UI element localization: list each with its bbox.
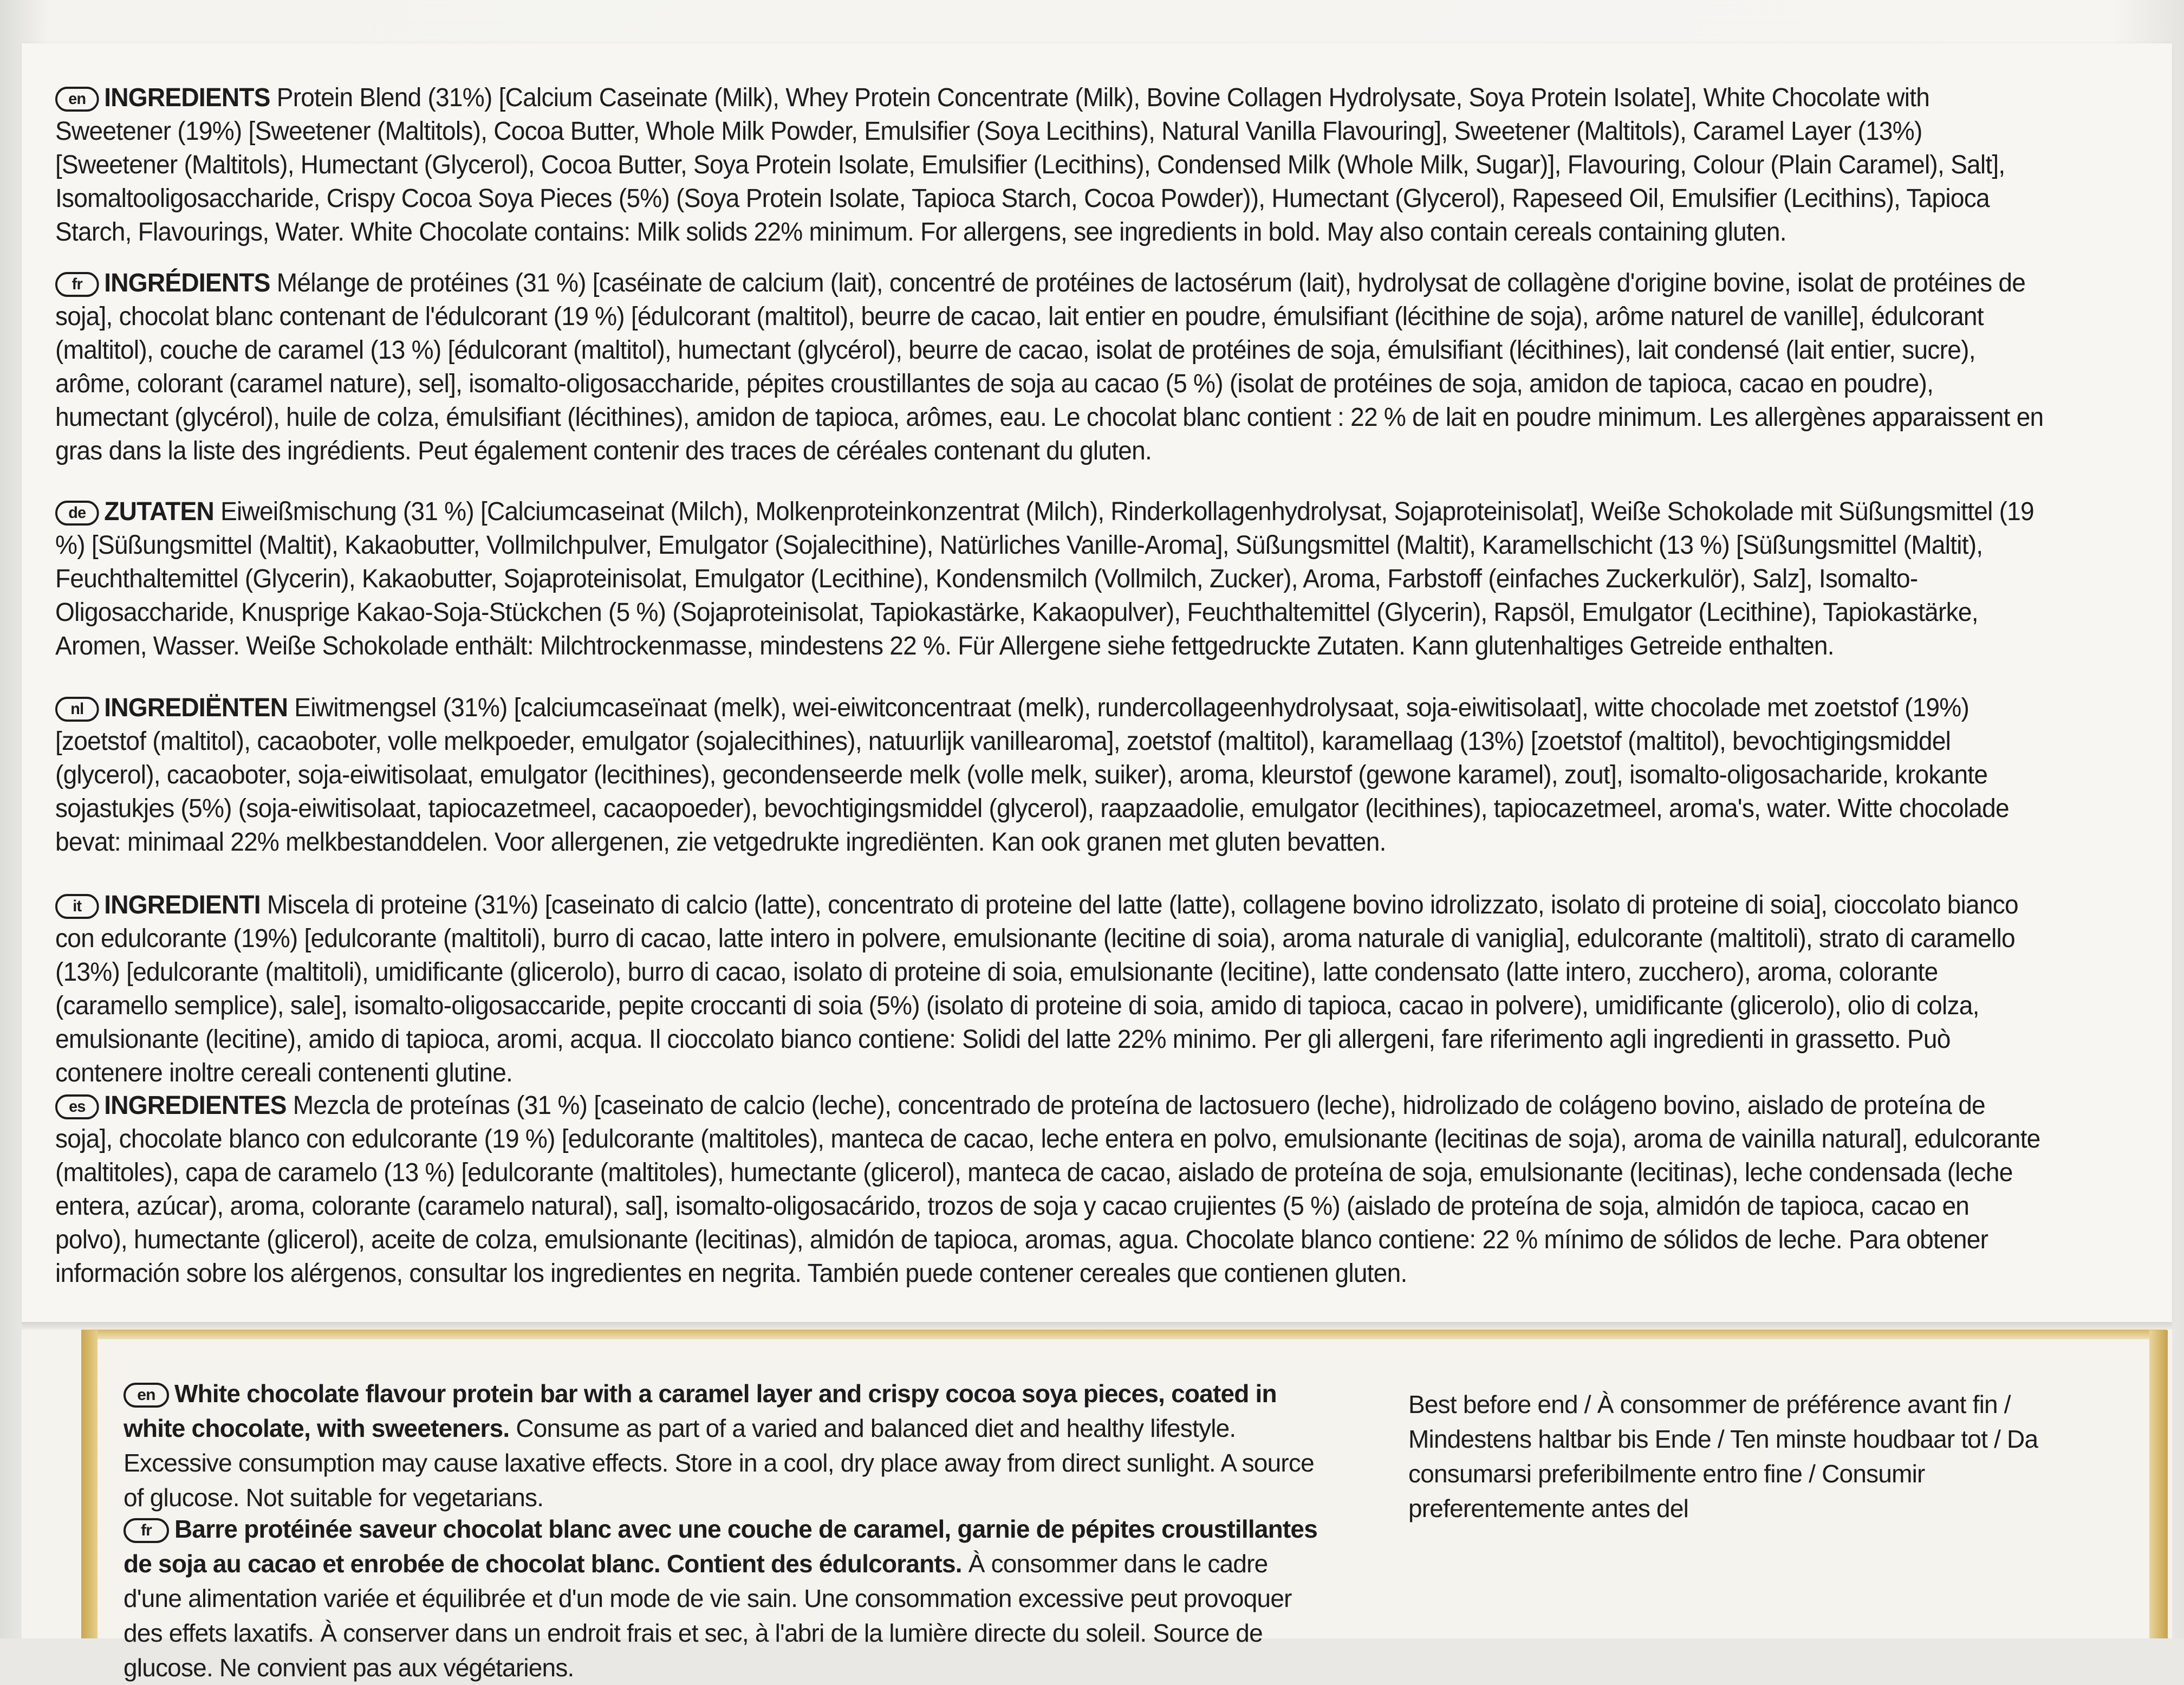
gold-border-left	[81, 1330, 98, 1638]
ingredients-block-de	[55, 495, 2047, 663]
ingredients-block-fr	[55, 267, 2047, 468]
ingredients-heading-it: INGREDIENTI	[104, 891, 261, 919]
language-badge-desc-fr: fr	[123, 1518, 169, 1543]
product-name-en: White chocolate flavour protein bar with a caramel layer and crispy cocoa soya pieces, coated in white chocolate, with sweeteners.	[123, 1379, 1277, 1442]
product-advice-en: Consume as part of a varied and balanced diet and healthy lifestyle. Excessive consumption may cause laxative effects. Store in a cool, dry place away from direct sunlight. A source of glucose. Not suitable for vegetarians.	[123, 1414, 1314, 1512]
language-badge-en: en	[55, 87, 99, 112]
ingredients-text-nl: Eiwitmengsel (31%) [calciumcaseïnaat (melk), wei-eiwitconcentraat (melk), rundercollageenhydrolysaat, soja-eiwitisolaat], witte chocolade met zoetstof (19%) [zoetstof (maltitol), cacaoboter, volle melkpoeder, emulgator (sojalecithines), natuurlijk vanillearoma], zoetstof (maltitol), karamellaag (13%) [zoetstof (maltitol), bevochtigingsmiddel (glycerol), cacaoboter, soja-eiwitisolaat, emulgator (lecithines), gecondenseerde melk (volle melk, suiker), aroma, kleurstof (gewone karamel), zout], isomalto-oligosacharide, krokante sojastukjes (5%) (soja-eiwitisolaat, tapiocazetmeel, cacaopoeder), bevochtigingsmiddel (glycerol), raapzaadolie, emulgator (lecithines), tapiocazetmeel, aroma's, water. Witte chocolade bevat: minimaal 22% melkbestanddelen. Voor allergenen, zie vetgedrukte ingrediënten. Kan ook granen met gluten bevatten.	[55, 694, 2009, 857]
language-badge-it: it	[55, 894, 99, 919]
ingredients-text-es: Mezcla de proteínas (31 %) [caseinato de calcio (leche), concentrado de proteína de lactosuero (leche), hidrolizado de colágeno bovino, aislado de proteína de soja], chocolate blanco con edulcorante (19 %) [edulcorante (maltitoles), manteca de cacao, leche entera en polvo, emulsionante (lecitinas de soja), aroma de vainilla natural], edulcorante (maltitoles), capa de caramelo (13 %) [edulcorante (maltitoles), humectante (glicerol), manteca de cacao, aislado de proteína de soja, emulsionante (lecitinas), leche condensada (leche entera, azúcar), aroma, colorante (caramelo natural), sal], isomalto-oligosacárido, trozos de soja y cacao crujientes (5 %) (aislado de proteína de soja, almidón de tapioca, cacao en polvo), humectante (glicerol), aceite de colza, emulsionante (lecitinas), almidón de tapioca, aromas, agua. Chocolate blanco contiene: 22 % mínimo de sólidos de leche. Para obtener información sobre los alérgenos, consultar los ingredientes en negrita. También puede contener cereales que contienen gluten.	[55, 1091, 2040, 1288]
gold-border-top	[81, 1330, 2167, 1339]
ingredients-text-de: Eiweißmischung (31 %) [Calciumcaseinat (Milch), Molkenproteinkonzentrat (Milch), Rinderkollagenhydrolysat, Sojaproteinisolat], Weiße Schokolade mit Süßungsmittel (19 %) [Süßungsmittel (Maltit), Kakaobutter, Vollmilchpulver, Emulgator (Sojalecithine), Natürliches Vanille-Aroma], Süßungsmittel (Maltit), Karamellschicht (13 %) [Süßungsmittel (Maltit), Feuchthaltemittel (Glycerin), Kakaobutter, Sojaproteinisolat, Emulgator (Lecithine), Kondensmilch (Vollmilch, Zucker), Aroma, Farbstoff (einfaches Zuckerkulör), Salz], Isomalto-Oligosaccharide, Knusprige Kakao-Soja-Stückchen (5 %) (Sojaproteinisolat, Tapiokastärke, Kakaopulver), Feuchthaltemittel (Glycerin), Rapsöl, Emulgator (Lecithine), Tapiokastärke, Aromen, Wasser. Weiße Schokolade enthält: Milchtrockenmasse, mindestens 22 %. Für Allergene siehe fettgedruckte Zutaten. Kann glutenhaltiges Getreide enthalten.	[55, 497, 2034, 660]
ingredients-text-fr: Mélange de protéines (31 %) [caséinate de calcium (lait), concentré de protéines de lactosérum (lait), hydrolysat de collagène d'origine bovine, isolat de protéines de soja], chocolat blanc contenant de l'édulcorant (19 %) [édulcorant (maltitol), beurre de cacao, lait entier en poudre, émulsifiant (lécithine de soja), arôme naturel de vanille], édulcorant (maltitol), couche de caramel (13 %) [édulcorant (maltitol), humectant (glycérol), beurre de cacao, isolat de protéines de soja, émulsifiant (lécithines), lait condensé (lait entier, sucre), arôme, colorant (caramel nature), sel], isomalto-oligosaccharide, pépites croustillantes de soja au cacao (5 %) (isolat de protéines de soja, amidon de tapioca, cacao en poudre), humectant (glycérol), huile de colza, émulsifiant (lécithines), amidon de tapioca, arômes, eau. Le chocolat blanc contient : 22 % de lait en poudre minimum. Les allergènes apparaissent en gras dans la liste des ingrédients. Peut également contenir des traces de céréales contenant du gluten.	[55, 269, 2044, 465]
product-advice-fr: À consommer dans le cadre d'une alimentation variée et équilibrée et d'un mode de vie sain. Une consommation excessive peut provoquer des effets laxatifs. À conserver dans un endroit frais et sec, à l'abri de la lumière directe du soleil. Source de glucose. Ne convient pas aux végétariens.	[123, 1550, 1292, 1682]
ingredients-text-it: Miscela di proteine (31%) [caseinato di calcio (latte), concentrato di proteine del latte (latte), collagene bovino idrolizzato, isolato di proteine di soia], cioccolato bianco con edulcorante (19%) [edulcorante (maltitoli), burro di cacao, latte intero in polvere, emulsionante (lecitine di soia), aroma naturale di vaniglia], edulcorante (maltitoli), strato di caramello (13%) [edulcorante (maltitoli), umidificante (glicerolo), burro di cacao, isolato di proteine di soia, emulsionante (lecitine), latte condensato (latte intero, zucchero), aroma, colorante (caramello semplice), sale], isomalto-oligosaccaride, pepite croccanti di soia (5%) (isolato di proteine di soia, amido di tapioca, cacao in polvere), umidificante (glicerolo), olio di colza, emulsionante (lecitine), amido di tapioca, aromi, acqua. Il cioccolato bianco contiene: Solidi del latte 22% minimo. Per gli allergeni, fare riferimento agli ingredienti in grassetto. Può contenere inoltre cereali contenenti glutine.	[55, 891, 2018, 1087]
ingredients-heading-fr: INGRÉDIENTS	[104, 269, 270, 297]
ingredients-block-nl	[55, 691, 2047, 859]
ingredients-heading-es: INGREDIENTES	[104, 1091, 287, 1120]
gold-border-right	[2149, 1330, 2168, 1638]
best-before-label: Best before end / À consommer de préférence avant fin / Mindestens haltbar bis Ende / Ten minste houdbaar tot / Da consumarsi preferibilmente entro fine / Consumir preferentemente antes del	[1408, 1390, 2038, 1522]
ingredients-block-it	[55, 889, 2047, 1090]
ingredients-panel	[22, 43, 2172, 1322]
language-badge-desc-en: en	[123, 1383, 169, 1408]
ingredients-heading-de: ZUTATEN	[104, 497, 214, 526]
language-badge-es: es	[55, 1094, 99, 1119]
ingredients-heading-nl: INGREDIËNTEN	[104, 694, 288, 722]
language-badge-fr: fr	[55, 272, 99, 297]
package-fold-line	[22, 1322, 2172, 1330]
ingredients-block-en	[55, 81, 2047, 249]
product-description-fr	[123, 1512, 1321, 1685]
ingredients-block-es	[55, 1089, 2047, 1291]
ingredients-heading-en: INGREDIENTS	[104, 83, 270, 112]
language-badge-de: de	[55, 501, 99, 526]
ingredients-text-en: Protein Blend (31%) [Calcium Caseinate (Milk), Whey Protein Concentrate (Milk), Bovine Collagen Hydrolysate, Soya Protein Isolate], White Chocolate with Sweetener (19%) [Sweetener (Maltitols), Cocoa Butter, Whole Milk Powder, Emulsifier (Soya Lecithins), Natural Vanilla Flavouring], Sweetener (Maltitols), Caramel Layer (13%) [Sweetener (Maltitols), Humectant (Glycerol), Cocoa Butter, Soya Protein Isolate, Emulsifier (Lecithins), Condensed Milk (Whole Milk, Sugar)], Flavouring, Colour (Plain Caramel), Salt], Isomaltooligosaccharide, Crispy Cocoa Soya Pieces (5%) (Soya Protein Isolate, Tapioca Starch, Cocoa Powder)), Humectant (Glycerol), Rapeseed Oil, Emulsifier (Lecithins), Tapioca Starch, Flavourings, Water. White Chocolate contains: Milk solids 22% minimum. For allergens, see ingredients in bold. May also contain cereals containing gluten.	[55, 83, 2005, 247]
product-name-fr: Barre protéinée saveur chocolat blanc avec une couche de caramel, garnie de pépites croustillantes de soja au cacao et enrobée de chocolat blanc. Contient des édulcorants.	[123, 1515, 1317, 1578]
language-badge-nl: nl	[55, 697, 99, 722]
product-description-en	[123, 1376, 1321, 1515]
